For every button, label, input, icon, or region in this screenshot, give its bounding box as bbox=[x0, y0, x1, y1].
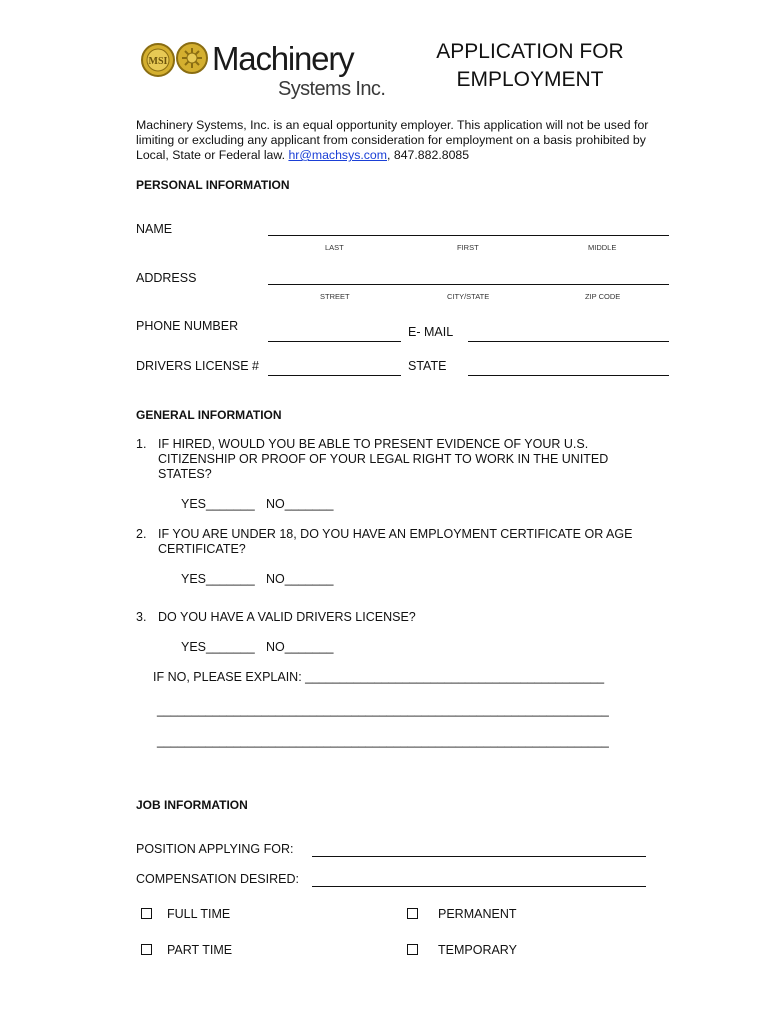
full-time-checkbox[interactable] bbox=[141, 908, 152, 919]
intro-phone: , 847.882.8085 bbox=[387, 148, 470, 162]
email-field[interactable] bbox=[468, 341, 669, 342]
phone-field[interactable] bbox=[268, 341, 401, 342]
license-label: DRIVERS LICENSE # bbox=[136, 359, 259, 373]
license-field[interactable] bbox=[268, 375, 401, 376]
address-field[interactable] bbox=[268, 284, 669, 285]
job-info-heading: JOB INFORMATION bbox=[136, 798, 248, 812]
q3-yes-field[interactable]: YES_______ bbox=[181, 640, 255, 654]
state-field[interactable] bbox=[468, 375, 669, 376]
general-info-heading: GENERAL INFORMATION bbox=[136, 408, 282, 422]
intro-paragraph bbox=[136, 118, 676, 163]
email-label: E- MAIL bbox=[408, 325, 454, 339]
form-title bbox=[410, 38, 650, 94]
position-field[interactable] bbox=[312, 856, 646, 857]
q1-no-field[interactable]: NO_______ bbox=[266, 497, 334, 511]
address-label: ADDRESS bbox=[136, 271, 197, 285]
part-time-label: PART TIME bbox=[167, 943, 233, 957]
personal-info-heading: PERSONAL INFORMATION bbox=[136, 178, 290, 192]
question-3-text: DO YOU HAVE A VALID DRIVERS LICENSE? bbox=[158, 610, 416, 624]
name-field[interactable] bbox=[268, 235, 669, 236]
form-title-line2: EMPLOYMENT bbox=[456, 68, 604, 91]
hr-email-link[interactable]: hr@machsys.com bbox=[288, 148, 388, 162]
permanent-checkbox[interactable] bbox=[407, 908, 418, 919]
phone-label: PHONE NUMBER bbox=[136, 319, 239, 333]
question-2-text: IF YOU ARE UNDER 18, DO YOU HAVE AN EMPLOYMENT CERTIFICATE OR AGE CERTIFICATE? bbox=[158, 527, 633, 556]
address-sub-city-state: CITY/STATE bbox=[447, 292, 490, 301]
temporary-checkbox[interactable] bbox=[407, 944, 418, 955]
explain-field[interactable]: IF NO, PLEASE EXPLAIN: ___________________________________________ bbox=[153, 670, 605, 684]
name-sub-first: FIRST bbox=[457, 243, 479, 252]
permanent-label: PERMANENT bbox=[438, 907, 517, 921]
q1-yes-field[interactable]: YES_______ bbox=[181, 497, 255, 511]
form-title-line1: APPLICATION FOR bbox=[436, 40, 624, 63]
state-label: STATE bbox=[408, 359, 447, 373]
temporary-label: TEMPORARY bbox=[438, 943, 517, 957]
logo-subtitle: Systems Inc. bbox=[278, 78, 386, 100]
question-1-text: IF HIRED, WOULD YOU BE ABLE TO PRESENT EVIDENCE OF YOUR U.S. CITIZENSHIP OR PROOF OF YOUR LEGAL RIGHT TO WORK IN THE UNITED STATES? bbox=[158, 437, 609, 481]
question-1 bbox=[136, 437, 646, 483]
question-2 bbox=[136, 527, 646, 559]
name-label: NAME bbox=[136, 222, 173, 236]
logo-wordmark: Machinery bbox=[212, 40, 354, 77]
question-3 bbox=[136, 610, 646, 626]
name-sub-middle: MIDDLE bbox=[588, 243, 617, 252]
full-time-label: FULL TIME bbox=[167, 907, 231, 921]
explain-line-1[interactable]: _________________________________________________________________ bbox=[157, 703, 609, 717]
compensation-field[interactable] bbox=[312, 886, 646, 887]
address-sub-street: STREET bbox=[320, 292, 350, 301]
part-time-checkbox[interactable] bbox=[141, 944, 152, 955]
compensation-label: COMPENSATION DESIRED: bbox=[136, 872, 299, 886]
q2-no-field[interactable]: NO_______ bbox=[266, 572, 334, 586]
question-1-number: 1. bbox=[136, 437, 147, 451]
question-3-number: 3. bbox=[136, 610, 147, 624]
logo-emblem-icon bbox=[140, 40, 212, 80]
name-sub-last: LAST bbox=[325, 243, 344, 252]
address-sub-zip: ZIP CODE bbox=[585, 292, 621, 301]
q3-no-field[interactable]: NO_______ bbox=[266, 640, 334, 654]
explain-line-2[interactable]: _________________________________________________________________ bbox=[157, 734, 609, 748]
position-label: POSITION APPLYING FOR: bbox=[136, 842, 294, 856]
intro-text: Machinery Systems, Inc. is an equal opportunity employer. This application will not be used for limiting or excluding any applicant from consideration for employment on a basis prohibited by Local, State or Federal law. bbox=[136, 118, 649, 162]
svg-text:MSI: MSI bbox=[148, 56, 168, 67]
question-2-number: 2. bbox=[136, 527, 147, 541]
company-logo bbox=[140, 38, 390, 104]
q2-yes-field[interactable]: YES_______ bbox=[181, 572, 255, 586]
